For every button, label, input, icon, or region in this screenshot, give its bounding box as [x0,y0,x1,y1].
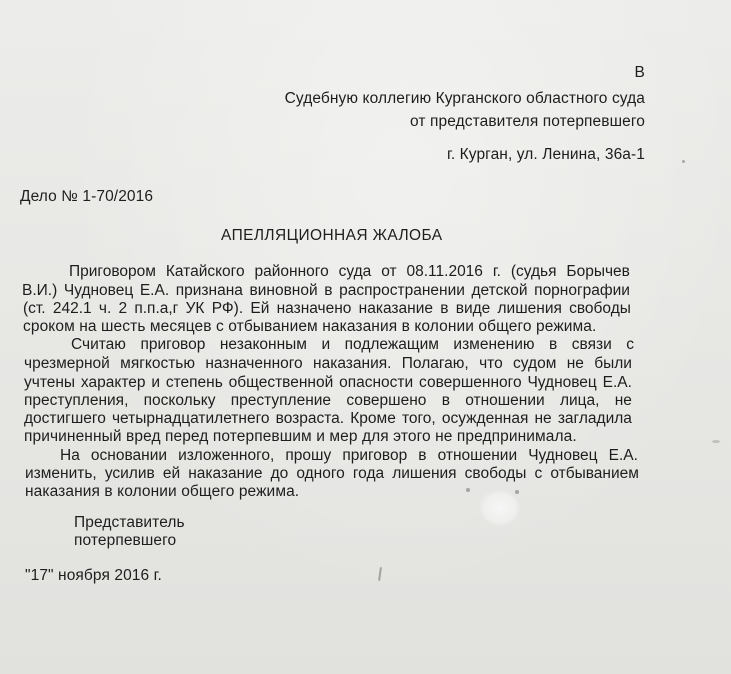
word: изложенного, [178,447,275,464]
word: Приговором [69,263,156,280]
word: поскольку [143,392,216,409]
header-address: г. Курган, ул. Ленина, 36а-1 [446,146,645,163]
word: свободы [569,300,631,317]
word: Ей [250,300,270,317]
word: одного [296,465,345,482]
word: г. [492,263,501,280]
word: отбыванием [550,465,639,482]
word: детской [471,282,528,299]
document-date: "17" ноября 2016 г. [25,567,162,584]
word: отношении [465,392,545,409]
word: возраста. [275,410,345,427]
case-number: Дело № 1-70/2016 [20,188,154,205]
word: Считаю [71,336,126,353]
word: Кроме [350,410,396,427]
word: Е.А. [602,374,632,391]
word: в [418,447,427,464]
word: с [534,465,543,482]
word: с [626,336,634,353]
paragraph1-line3 [23,300,631,318]
word: мягкостью [120,355,196,372]
word: назначенного [205,355,303,372]
word: суда [338,263,372,280]
word: распространении [339,282,465,299]
word: преступление [230,392,332,409]
word: четырнадцатилетнего [111,410,270,427]
paragraph2-line5 [24,410,632,428]
word: в [549,336,558,353]
word: Е.А. [608,447,638,464]
word: до [270,465,289,482]
word: Полагаю, [401,355,469,372]
word: загладила [557,410,632,427]
paper-speck [515,490,519,494]
paragraph2-line4 [24,392,632,410]
signature-line2: потерпевшего [74,532,177,549]
word: были [594,355,632,372]
word: лишения [392,465,457,482]
paragraph3-line3: наказания в колонии общего режима. [25,483,300,500]
word: в [324,282,333,299]
word: преступления, [24,392,129,409]
word: учтены [24,374,76,391]
word: (ст. [23,300,46,317]
word: подлежащим [344,336,439,353]
word: виде [455,300,491,317]
paragraph2-line1 [24,336,634,354]
word: в [440,300,449,317]
word: от [381,263,397,280]
word: не [566,355,584,372]
word: и [321,336,331,353]
word: общественной [228,374,334,391]
word: В.И.) [22,282,58,299]
paragraph1-line4: сроком на шесть месяцев с отбыванием наказания в колонии общего режима. [23,318,597,335]
word: Чудновец [527,374,597,391]
word: виновной [249,282,318,299]
word: РФ). [211,300,244,317]
word: 08.11.2016 [406,263,483,280]
word: ей [162,465,181,482]
signature-line1: Представитель [74,514,185,531]
word: порнографии [534,282,630,299]
word: лица, [559,392,600,409]
word: районного [254,263,329,280]
word: степень [165,374,223,391]
word: п.п.а,г [134,300,179,317]
word: Катайского [165,263,245,280]
paragraph2-line3 [24,374,632,392]
word: приговор [342,447,408,464]
word: года [352,465,385,482]
word: характер [80,374,146,391]
word: основании [90,447,168,464]
word: Борычев [566,263,630,280]
word: 2 [118,300,128,317]
word: в [441,392,450,409]
word: что [479,355,503,372]
word: 242.1 [52,300,92,317]
word: свободы [464,465,527,482]
word: того, [401,410,436,427]
word: ч. [98,300,112,317]
page-title: АПЕЛЛЯЦИОННАЯ ЖАЛОБА [221,227,443,244]
word: лишения [497,300,562,317]
paragraph2-line2 [24,355,632,373]
word: совершено [346,392,427,409]
header-prefix: В [634,64,645,81]
word: признана [175,282,243,299]
word: незаконным [219,336,307,353]
word: назначено [276,300,352,317]
word: не [614,392,632,409]
paper-speck [682,160,685,163]
paragraph1-line2 [22,282,630,300]
word: Чудновец [63,282,134,299]
paper-speck [712,440,720,443]
word: осужденная [441,410,529,427]
paragraph3-line2 [25,465,639,483]
word: наказание [188,465,263,482]
word: совершенного [419,374,522,391]
word: и [151,374,160,391]
word: Чудновец [528,447,598,464]
word: чрезмерной [24,355,110,372]
word: достигшего [24,410,106,427]
word: наказание [358,300,433,317]
word: прошу [285,447,332,464]
word: Е.А. [139,282,170,299]
paragraph2-line6: причиненный вред перед потерпевшим и мер для этого не предпринимала. [24,428,577,445]
word: УК [185,300,205,317]
word: наказания. [313,355,392,372]
header-from: от представителя потерпевшего [410,113,645,130]
word: изменению [453,336,535,353]
ink-blot [480,490,520,526]
word: судом [513,355,557,372]
pen-mark [378,567,382,581]
paper-speck [466,488,470,492]
paragraph1-line1 [22,263,630,281]
word: (судья [510,263,557,280]
word: На [60,447,80,464]
word: не [534,410,552,427]
header-addressee: Судебную коллегию Курганского областного суда [284,90,645,107]
word: усилив [104,465,155,482]
word: приговор [140,336,206,353]
word: отношении [437,447,518,464]
paragraph3-line1 [24,447,638,465]
word: изменить, [25,465,97,482]
word: опасности [339,374,414,391]
word: связи [571,336,612,353]
